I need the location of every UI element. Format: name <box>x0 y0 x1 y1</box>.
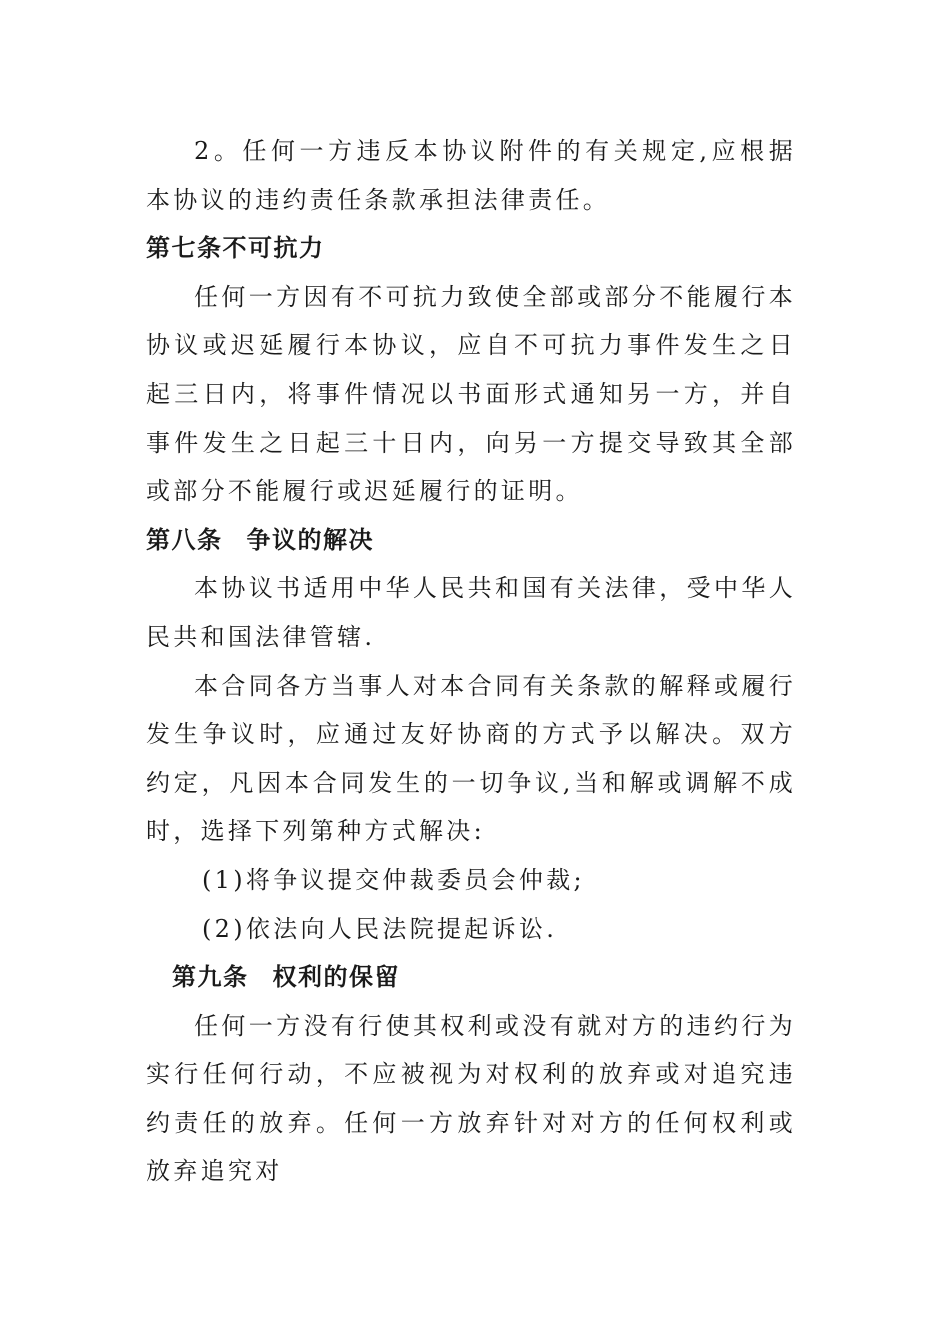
article-7-heading: 第七条不可抗力 <box>146 234 325 263</box>
document-body <box>146 127 796 1196</box>
article-8-title: 争议的解决 <box>246 525 374 554</box>
article-8-paragraph-1: 本协议书适用中华人民共和国有关法律，受中华人民共和国法律管辖. <box>146 574 796 651</box>
article-8-option-2: (2)依法向人民法院提起诉讼. <box>202 914 558 943</box>
article-9-heading <box>146 953 796 1002</box>
article-9-title: 权利的保留 <box>272 963 400 992</box>
article-7-paragraph: 任何一方因有不可抗力致使全部或部分不能履行本协议或迟延履行本协议，应自不可抗力事件发生之日起三日内，将事件情况以书面形式通知另一方，并自事件发生之日起三十日内，向另一方提交导致其全部或部分不能履行或迟延履行的证明。 <box>146 282 796 506</box>
article-8-paragraph-2: 本合同各方当事人对本合同有关条款的解释或履行发生争议时，应通过友好协商的方式予以解决。双方约定，凡因本合同发生的一切争议,当和解或调解不成时，选择下列第种方式解决: <box>146 671 796 846</box>
article-9-paragraph: 任何一方没有行使其权利或没有就对方的违约行为实行任何行动，不应被视为对权利的放弃或对追究违约责任的放弃。任何一方放弃针对对方的任何权利或放弃追究对 <box>146 1011 796 1186</box>
article-8-option-1: (1)将争议提交仲裁委员会仲裁; <box>202 865 585 894</box>
article-9-number: 第九条 <box>172 963 249 992</box>
article-6-clause-2: 2。任何一方违反本协议附件的有关规定,应根据本协议的违约责任条款承担法律责任。 <box>146 137 796 214</box>
article-8-heading <box>146 516 796 565</box>
article-8-number: 第八条 <box>146 525 223 554</box>
